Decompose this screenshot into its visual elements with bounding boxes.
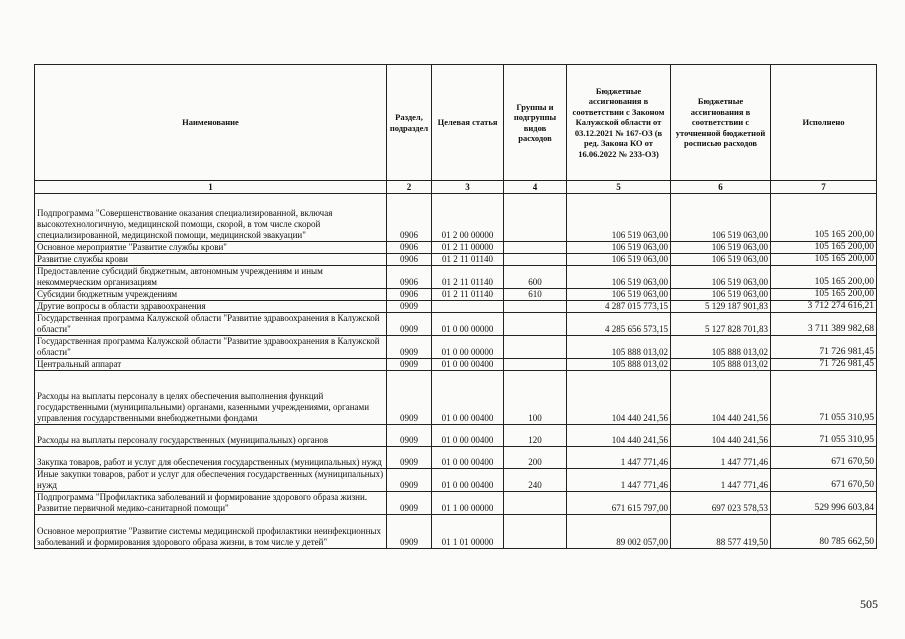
row-article: 01 2 11 01140 [432,266,504,289]
row-name: Основное мероприятие "Развитие службы крови" [35,242,387,254]
row-allocation-law: 1 447 771,46 [567,469,671,492]
row-article: 01 0 00 00400 [432,359,504,371]
row-allocation-refined: 5 127 828 701,83 [671,313,771,336]
row-allocation-refined: 106 519 063,00 [671,266,771,289]
row-section: 0906 [387,242,432,254]
row-group [504,359,567,371]
table-row [35,425,877,447]
row-allocation-refined: 105 888 013,02 [671,336,771,359]
row-allocation-law: 1 447 771,46 [567,447,671,469]
table-row [35,336,877,359]
header-name: Наименование [35,65,387,181]
header-allocations-law: Бюджетные ассигнования в соответствии с Законом Калужской области от 03.12.2021 № 167-ОЗ (в ред. Закона КО от 16.06.2022 № 233-ОЗ) [567,65,671,181]
row-group [504,254,567,266]
row-group: 120 [504,425,567,447]
row-allocation-law: 106 519 063,00 [567,254,671,266]
row-allocation-refined: 106 519 063,00 [671,254,771,266]
column-number: 3 [432,181,504,194]
row-allocation-refined: 104 440 241,56 [671,425,771,447]
row-name: Государственная программа Калужской области "Развитие здравоохранения в Калужской области" [35,336,387,359]
row-article: 01 0 00 00400 [432,371,504,425]
header-group: Группы и подгруппы видов расходов [504,65,567,181]
row-name: Подпрограмма "Совершенствование оказания специализированной, включая высокотехнологичную, медицинской помощи, скорой, в том числе скорой специализированной, медицинской помощи, медицинской эвакуации" [35,194,387,242]
row-executed: 3 711 389 982,68 [771,313,877,336]
table-row [35,371,877,425]
row-name: Расходы на выплаты персоналу государственных (муниципальных) органов [35,425,387,447]
row-section: 0909 [387,313,432,336]
row-allocation-refined: 104 440 241,56 [671,371,771,425]
row-name: Другие вопросы в области здравоохранения [35,301,387,313]
header-section: Раздел, подраздел [387,65,432,181]
table-row [35,492,877,515]
row-article: 01 2 11 01140 [432,289,504,301]
row-allocation-law: 106 519 063,00 [567,194,671,242]
table-row [35,313,877,336]
row-allocation-refined: 697 023 578,53 [671,492,771,515]
row-allocation-refined: 5 129 187 901,83 [671,301,771,313]
row-article: 01 2 11 00000 [432,242,504,254]
table-body [35,194,877,549]
row-name: Закупка товаров, работ и услуг для обеспечения государственных (муниципальных) нужд [35,447,387,469]
row-section: 0909 [387,469,432,492]
row-name: Развитие службы крови [35,254,387,266]
row-allocation-law: 106 519 063,00 [567,266,671,289]
page-number: 505 [860,597,878,611]
row-section: 0909 [387,336,432,359]
row-name: Подпрограмма "Профилактика заболеваний и формирование здорового образа жизни. Развитие первичной медико-санитарной помощи" [35,492,387,515]
row-article [432,301,504,313]
row-group: 100 [504,371,567,425]
row-allocation-law: 104 440 241,56 [567,371,671,425]
row-executed: 105 165 200,00 [771,242,877,254]
column-number: 6 [671,181,771,194]
row-group: 600 [504,266,567,289]
column-number: 7 [771,181,877,194]
row-group [504,336,567,359]
row-group [504,492,567,515]
table-row [35,266,877,289]
row-name: Государственная программа Калужской области "Развитие здравоохранения в Калужской области" [35,313,387,336]
row-article: 01 0 00 00400 [432,425,504,447]
row-name: Иные закупки товаров, работ и услуг для обеспечения государственных (муниципальных) нужд [35,469,387,492]
row-section: 0909 [387,301,432,313]
budget-table [34,64,877,549]
row-executed: 671 670,50 [771,469,877,492]
row-executed: 105 165 200,00 [771,194,877,242]
row-group [504,313,567,336]
header-executed: Исполнено [771,65,877,181]
row-group: 240 [504,469,567,492]
row-executed: 71 055 310,95 [771,371,877,425]
table-row [35,469,877,492]
column-number-row [35,181,877,194]
column-number: 2 [387,181,432,194]
column-number: 5 [567,181,671,194]
row-allocation-refined: 1 447 771,46 [671,447,771,469]
row-section: 0906 [387,266,432,289]
row-executed: 529 996 603,84 [771,492,877,515]
row-allocation-law: 105 888 013,02 [567,359,671,371]
row-group: 200 [504,447,567,469]
row-section: 0909 [387,371,432,425]
row-executed: 71 726 981,45 [771,359,877,371]
row-section: 0906 [387,254,432,266]
column-number: 1 [35,181,387,194]
row-article: 01 2 11 01140 [432,254,504,266]
row-name: Расходы на выплаты персоналу в целях обеспечения выполнения функций государственными (муниципальными) органами, казенными учреждениями, органами управления государственными внебюджетными фондами [35,371,387,425]
row-article: 01 0 00 00000 [432,336,504,359]
row-article: 01 0 00 00400 [432,447,504,469]
row-executed: 71 726 981,45 [771,336,877,359]
row-article: 01 1 01 00000 [432,515,504,549]
row-allocation-refined: 88 577 419,50 [671,515,771,549]
table-row [35,254,877,266]
table-row [35,447,877,469]
row-section: 0909 [387,447,432,469]
row-allocation-law: 105 888 013,02 [567,336,671,359]
row-allocation-law: 106 519 063,00 [567,242,671,254]
row-section: 0909 [387,359,432,371]
row-section: 0909 [387,425,432,447]
row-article: 01 0 00 00400 [432,469,504,492]
row-allocation-refined: 106 519 063,00 [671,194,771,242]
row-executed: 71 055 310,95 [771,425,877,447]
row-executed: 105 165 200,00 [771,266,877,289]
table-row [35,359,877,371]
table-row [35,301,877,313]
row-allocation-law: 106 519 063,00 [567,289,671,301]
header-article: Целевая статья [432,65,504,181]
row-allocation-refined: 106 519 063,00 [671,242,771,254]
column-number: 4 [504,181,567,194]
row-group [504,194,567,242]
row-allocation-law: 671 615 797,00 [567,492,671,515]
row-allocation-law: 89 002 057,00 [567,515,671,549]
row-section: 0906 [387,194,432,242]
header-row [35,65,877,181]
row-group [504,301,567,313]
row-section: 0906 [387,289,432,301]
table-row [35,289,877,301]
row-name: Субсидии бюджетным учреждениям [35,289,387,301]
row-executed: 80 785 662,50 [771,515,877,549]
row-group: 610 [504,289,567,301]
row-name: Основное мероприятие "Развитие системы медицинской профилактики неинфекционных заболеваний и формирования здорового образа жизни, в том числе у детей" [35,515,387,549]
row-executed: 105 165 200,00 [771,254,877,266]
row-article: 01 1 00 00000 [432,492,504,515]
row-name: Центральный аппарат [35,359,387,371]
header-allocations-refined: Бюджетные ассигнования в соответствии с уточненной бюджетной росписью расходов [671,65,771,181]
row-allocation-law: 4 287 015 773,15 [567,301,671,313]
row-group [504,242,567,254]
table-row [35,515,877,549]
row-article: 01 0 00 00000 [432,313,504,336]
row-allocation-refined: 106 519 063,00 [671,289,771,301]
row-name: Предоставление субсидий бюджетным, автономным учреждениям и иным некоммерческим организациям [35,266,387,289]
row-article: 01 2 00 00000 [432,194,504,242]
row-group [504,515,567,549]
row-allocation-law: 4 285 656 573,15 [567,313,671,336]
row-section: 0909 [387,515,432,549]
row-allocation-refined: 105 888 013,02 [671,359,771,371]
row-executed: 3 712 274 616,21 [771,301,877,313]
row-section: 0909 [387,492,432,515]
row-allocation-law: 104 440 241,56 [567,425,671,447]
table-row [35,242,877,254]
row-executed: 671 670,50 [771,447,877,469]
row-executed: 105 165 200,00 [771,289,877,301]
table-row [35,194,877,242]
row-allocation-refined: 1 447 771,46 [671,469,771,492]
